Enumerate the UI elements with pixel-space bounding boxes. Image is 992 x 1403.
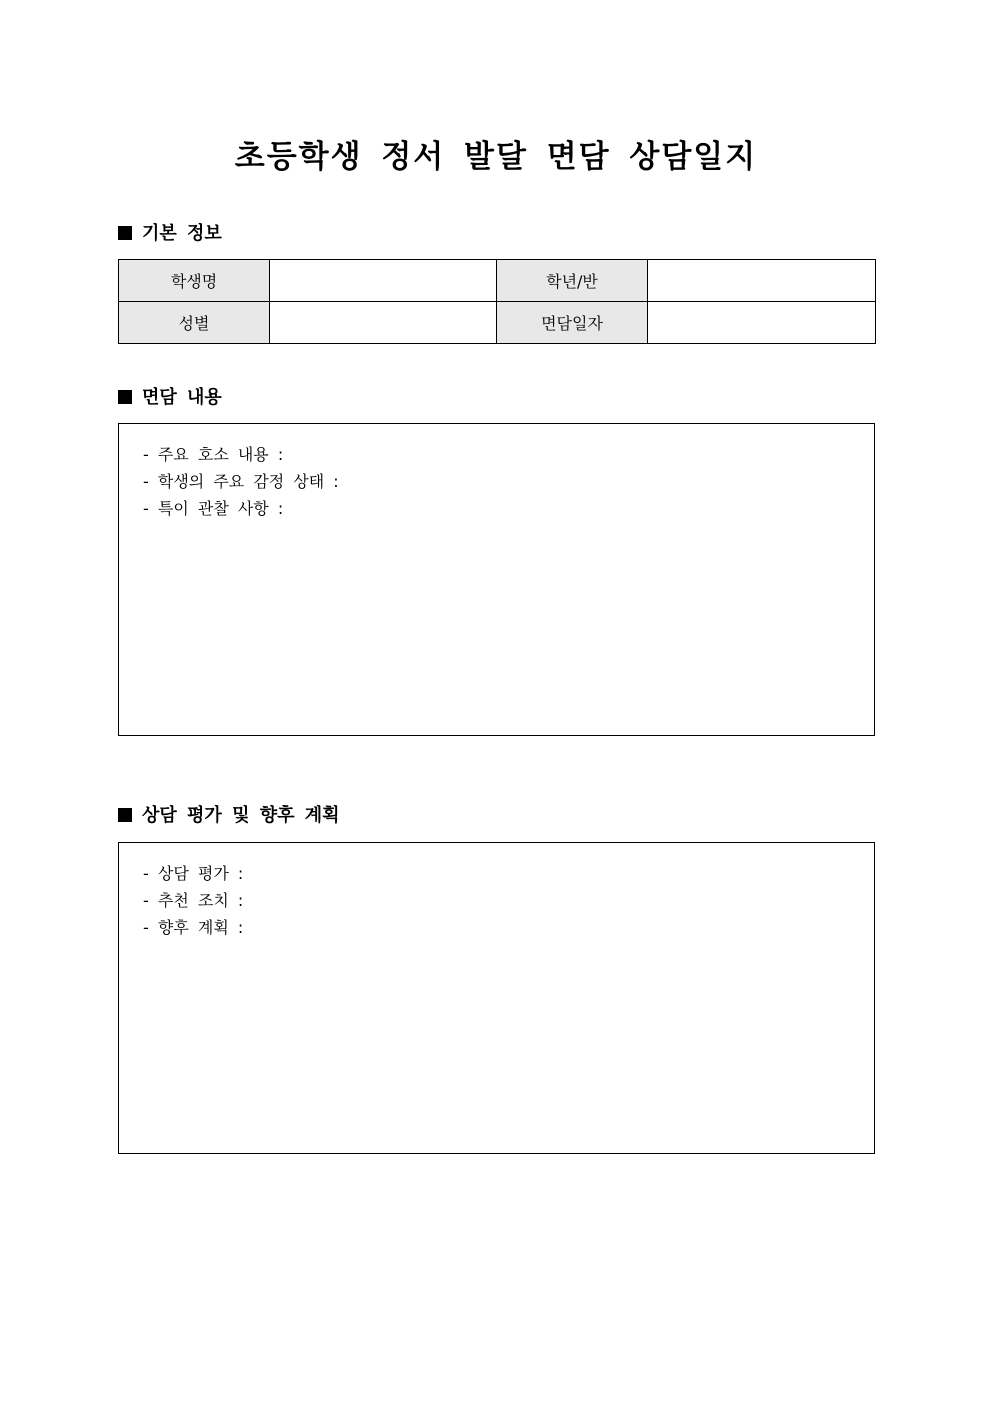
list-item: - 특이 관찰 사항 :: [143, 499, 284, 518]
student-name-label: 학생명: [119, 260, 270, 302]
section-heading-interview: [118, 386, 222, 410]
grade-class-field[interactable]: [648, 260, 876, 302]
evaluation-items-list: [119, 843, 874, 941]
list-item: - 주요 호소 내용 :: [143, 445, 284, 464]
section-heading-label: 면담 내용: [142, 387, 222, 408]
interview-content-box[interactable]: [118, 423, 875, 736]
evaluation-content-box[interactable]: [118, 842, 875, 1154]
page-title: 초등학생 정서 발달 면담 상담일지: [234, 139, 758, 175]
section-heading-label: 기본 정보: [142, 223, 222, 244]
square-bullet-icon: [118, 808, 132, 822]
interview-items-list: [119, 424, 874, 522]
table-row: [119, 260, 876, 302]
square-bullet-icon: [118, 226, 132, 240]
section-heading-evaluation: [118, 804, 340, 828]
interview-date-field[interactable]: [648, 302, 876, 344]
gender-field[interactable]: [270, 302, 497, 344]
list-item: - 학생의 주요 감정 상태 :: [143, 472, 339, 491]
grade-class-label: 학년/반: [497, 260, 648, 302]
square-bullet-icon: [118, 390, 132, 404]
basic-info-table: [118, 259, 876, 344]
section-heading-label: 상담 평가 및 향후 계획: [142, 805, 340, 826]
list-item: - 상담 평가 :: [143, 864, 244, 883]
student-name-field[interactable]: [270, 260, 497, 302]
section-heading-basic-info: [118, 222, 222, 246]
table-row: [119, 302, 876, 344]
list-item: - 향후 계획 :: [143, 918, 244, 937]
interview-date-label: 면담일자: [497, 302, 648, 344]
list-item: - 추천 조치 :: [143, 891, 244, 910]
gender-label: 성별: [119, 302, 270, 344]
